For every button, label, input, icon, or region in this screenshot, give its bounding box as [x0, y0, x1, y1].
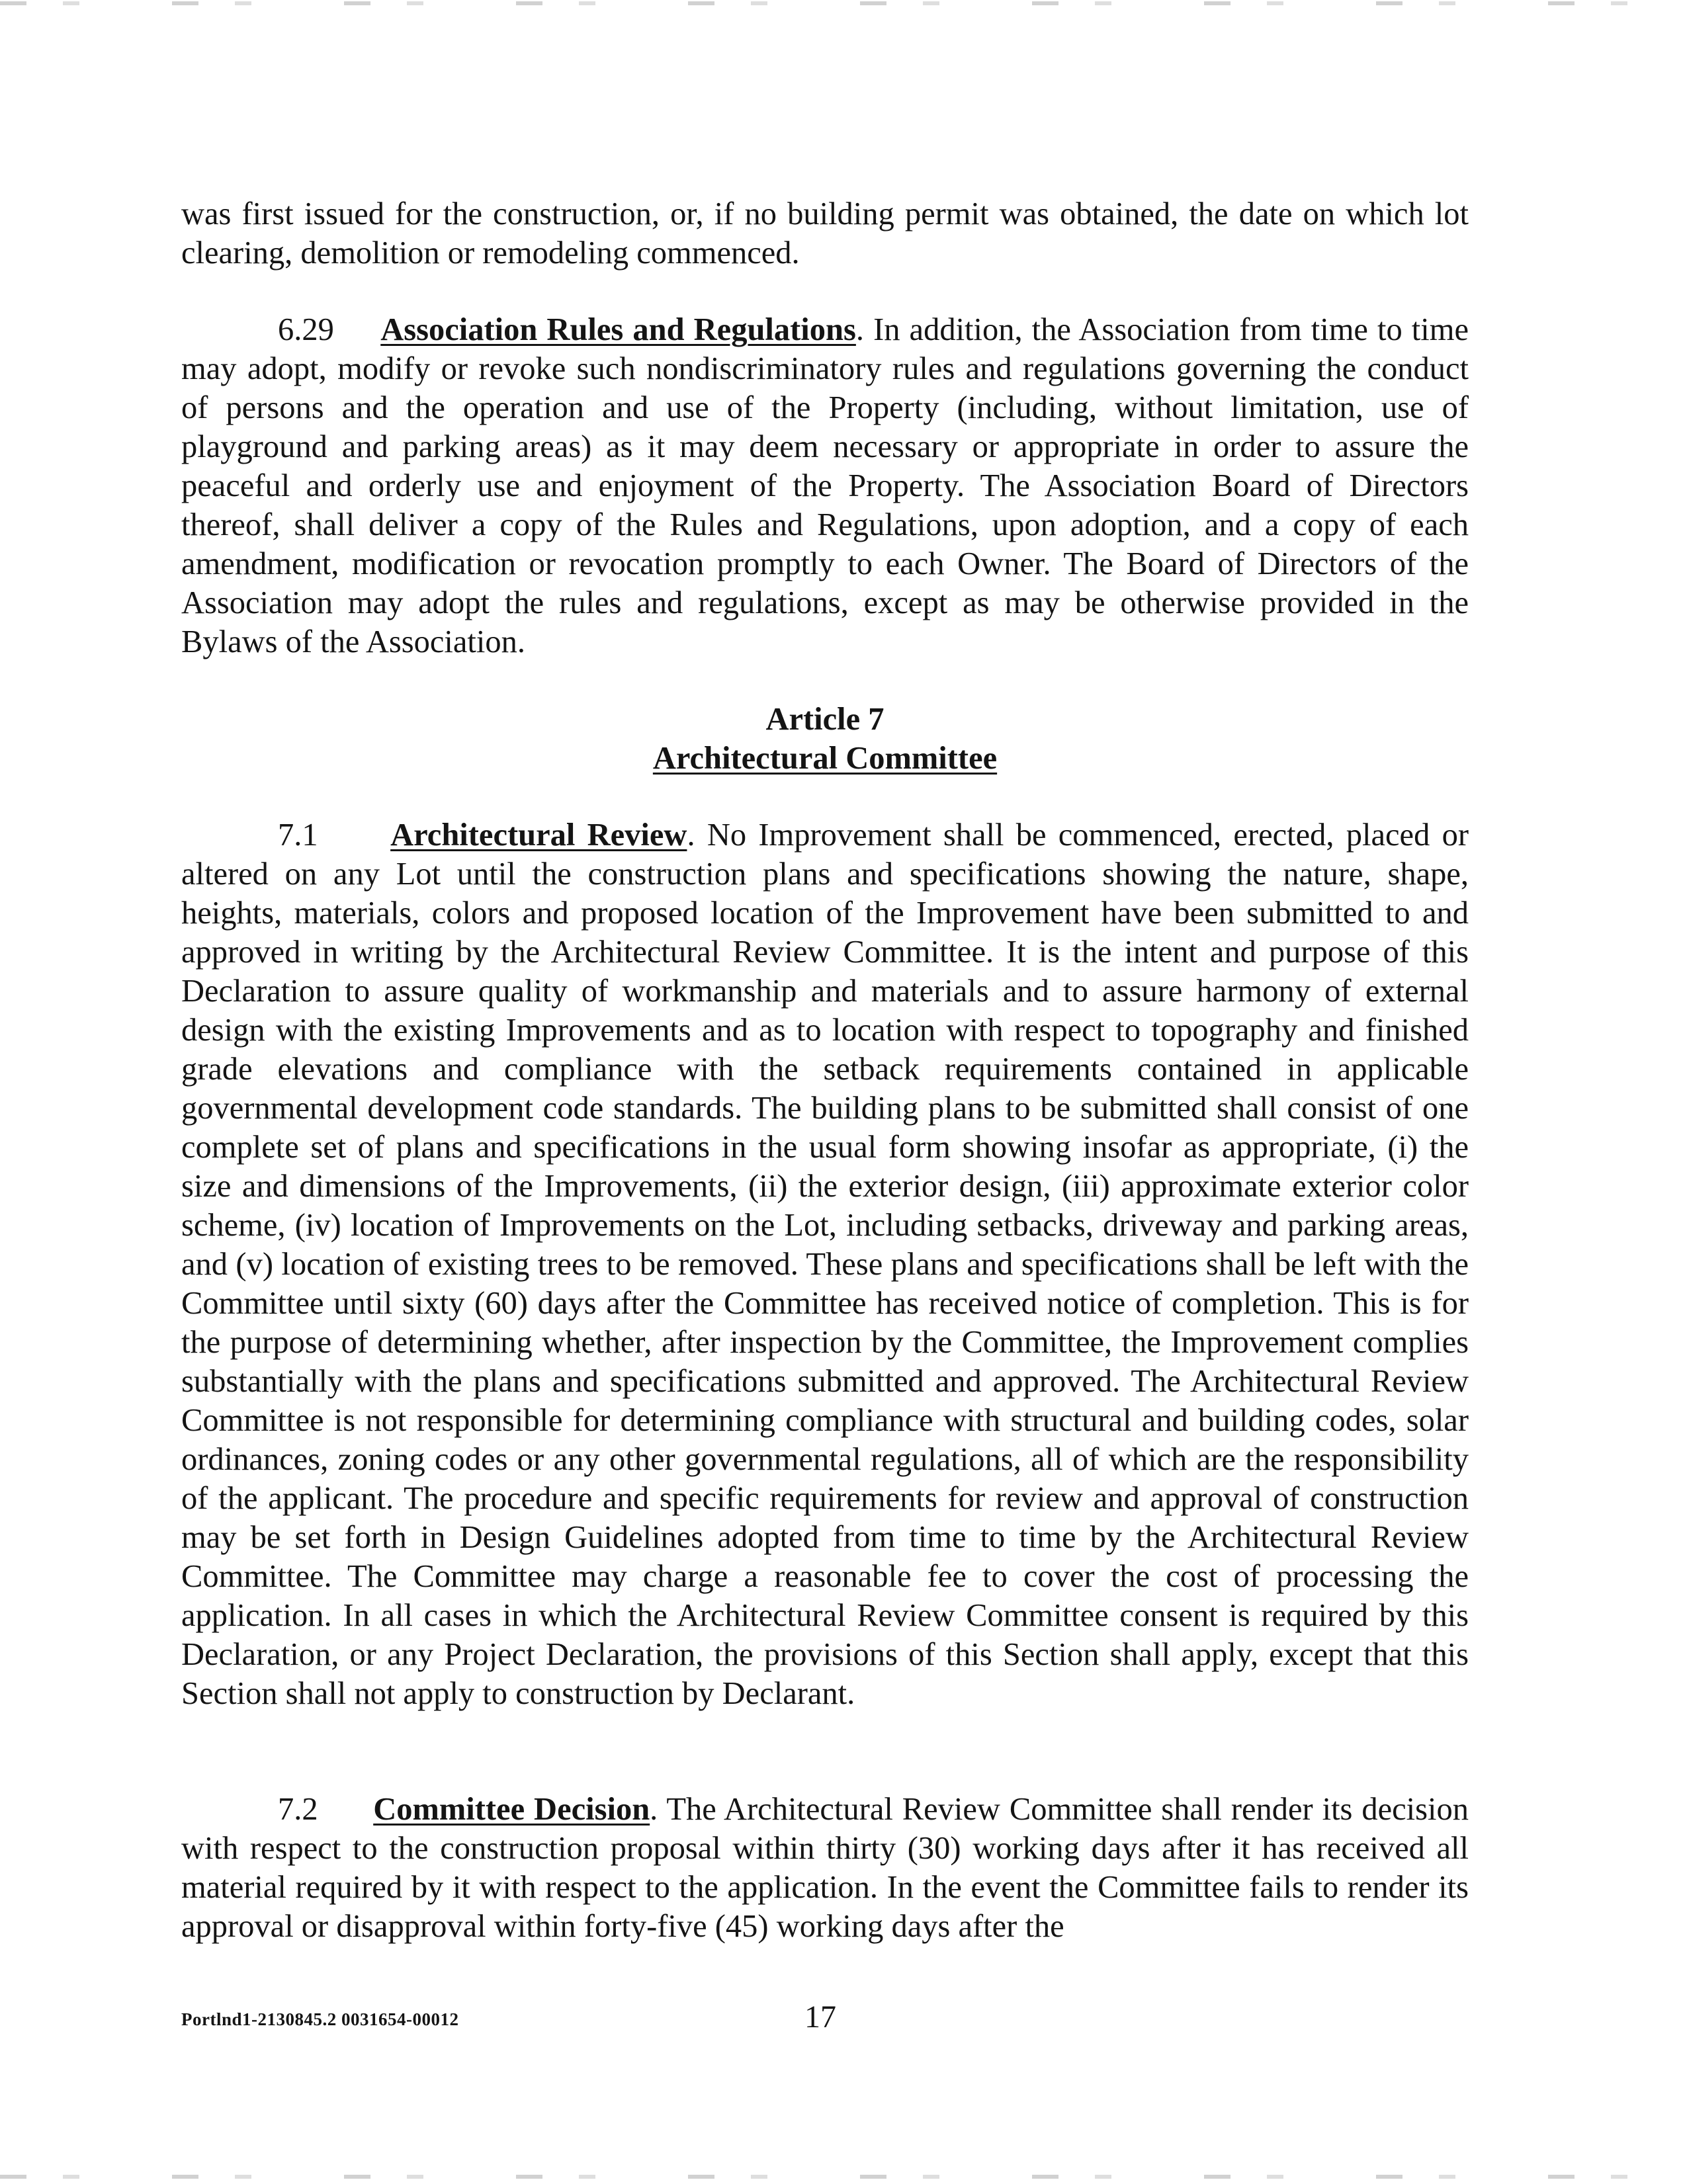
section-7-1-paragraph: [181, 816, 1469, 1713]
section-7-1-body: . No Improvement shall be commenced, erected, placed or altered on any Lot until the construction plans and specifications showing the nature, shape, heights, materials, colors and proposed location of the Improvement have been submitted to and approved in writing by the Architectural Review Committee. It is the intent and purpose of this Declaration to assure quality of workmanship and materials and to assure harmony of external design with the existing Improvements and as to location with respect to topography and finished grade elevations and compliance with the setback requirements contained in applicable governmental development code standards. The building plans to be submitted shall consist of one complete set of plans and specifications in the usual form showing insofar as appropriate, (i) the size and dimensions of the Improvements, (ii) the exterior design, (iii) approximate exterior color scheme, (iv) location of Improvements on the Lot, including setbacks, driveway and parking areas, and (v) location of existing trees to be removed. These plans and specifications shall be left with the Committee until sixty (60) days after the Committee has received notice of completion. This is for the purpose of determining whether, after inspection by the Committee, the Improvement complies substantially with the plans and specifications submitted and approved. The Architectural Review Committee is not responsible for determining compliance with structural and building codes, solar ordinances, zoning codes or any other governmental regulations, all of which are the responsibility of the applicant. The procedure and specific requirements for review and approval of construction may be set forth in Design Guidelines adopted from time to time by the Architectural Review Committee. The Committee may charge a reasonable fee to cover the cost of processing the application. In all cases in which the Architectural Review Committee consent is required by this Declaration, or any Project Declaration, the provisions of this Section shall apply, except that this Section shall not apply to construction by Declarant.: [181, 818, 1469, 1711]
section-6-29-paragraph: [181, 310, 1469, 661]
article-label: Article 7: [765, 702, 885, 737]
section-6-29-heading: Association Rules and Regulations: [380, 312, 856, 347]
article-title: Architectural Committee: [652, 741, 998, 776]
section-7-2-paragraph: [181, 1790, 1469, 1946]
section-6-29: [181, 310, 1469, 661]
page-number: 17: [804, 1999, 836, 2035]
section-7-2-heading: Committee Decision: [373, 1792, 650, 1827]
opening-paragraph-block: [181, 194, 1469, 273]
footer-document-id: Portlnd1-2130845.2 0031654-00012: [181, 2009, 459, 2029]
opening-paragraph: was first issued for the construction, or, if no building permit was obtained, the date on which lot clearing, demolition or remodeling commenced.: [181, 196, 1469, 271]
section-7-2: [181, 1790, 1469, 1946]
article-heading: [181, 700, 1469, 778]
section-7-1-heading: Architectural Review: [390, 818, 687, 853]
section-7-2-body: . The Architectural Review Committee shall render its decision with respect to the construction proposal within thirty (30) working days after it has received all material required by it with respect to the application. In the event the Committee fails to render its approval or disapproval within forty-five (45) working days after the: [181, 1792, 1469, 1944]
section-7-1-number: 7.1: [278, 818, 318, 853]
section-6-29-number: 6.29: [278, 312, 334, 347]
section-7-1: [181, 816, 1469, 1713]
section-7-2-number: 7.2: [278, 1792, 318, 1827]
scan-artifact-top: [0, 1, 1683, 5]
section-6-29-body: . In addition, the Association from time to time may adopt, modify or revoke such nondiscriminatory rules and regulations governing the conduct of persons and the operation and use of the Property (including, without limitation, use of playground and parking areas) as it may deem necessary or appropriate in order to assure the peaceful and orderly use and enjoyment of the Property. The Association Board of Directors thereof, shall deliver a copy of the Rules and Regulations, upon adoption, and a copy of each amendment, modification or revocation promptly to each Owner. The Board of Directors of the Association may adopt the rules and regulations, except as may be otherwise provided in the Bylaws of the Association.: [181, 312, 1469, 659]
scan-artifact-bottom: [0, 2175, 1683, 2179]
